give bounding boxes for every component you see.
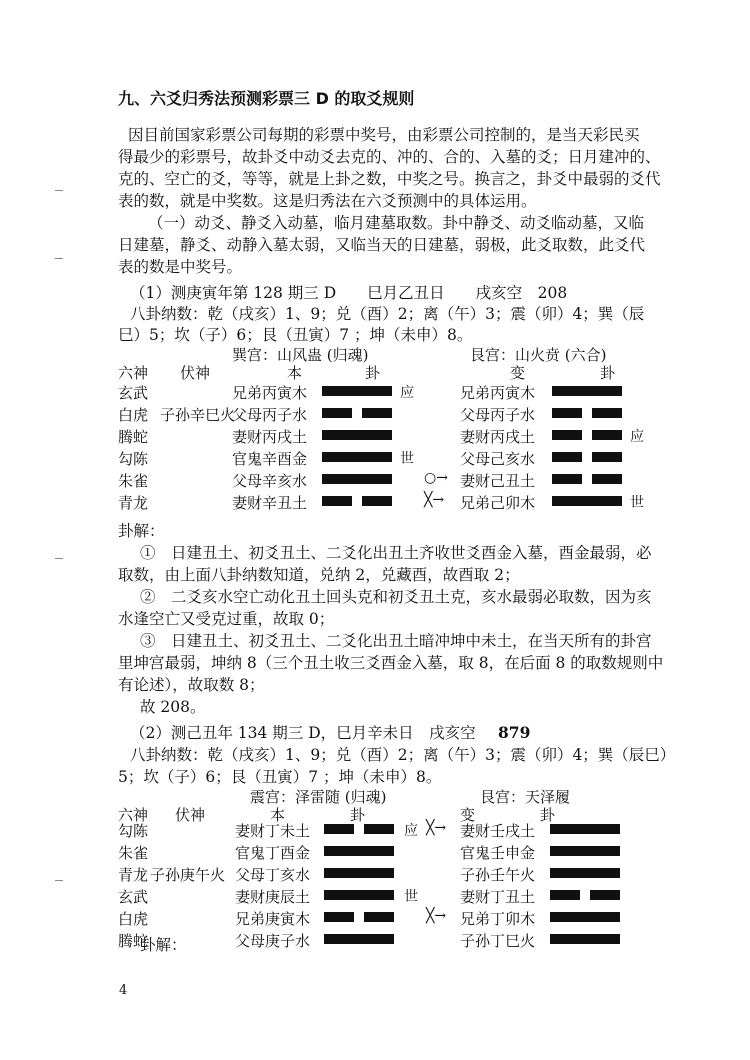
ben-yao-line [324,824,394,834]
ben-yao-label: 父母丁亥水 [235,866,311,884]
bian-yao-line [552,452,622,462]
ben-yao-label: 官鬼丁酉金 [235,844,311,862]
liushen-label: 白虎 [118,910,149,928]
bian-yao-label: 妻财己丑土 [460,472,536,490]
bian-shi-ying-mark: 应 [630,429,644,445]
ex1-bagua-line-2: 巳）5；坎（子）6；艮（丑寅）7 ；坤（未申）8。 [118,326,473,344]
ben-yao-line [322,430,392,440]
bian-yao-label: 妻财壬戌土 [460,822,536,840]
ex1-palace-bian: 艮宫：山火贲 (六合) [470,346,607,364]
bian-yao-label: 妻财丙戌土 [460,428,536,446]
ex1-jie-line-7: 有论述），故取数 8； [118,676,265,694]
ex1-col-gua1: 卦 [365,364,381,382]
rule1-line-2: 日建墓，静爻、动静入墓太弱，又临当天的日建墓，弱极，此爻取数，此爻代 [118,236,646,254]
intro-line-4: 表的数，就是中奖数。这是归秀法在六爻预测中的具体运用。 [118,192,537,210]
ben-yao-line [324,846,394,856]
ben-yao-label: 兄弟丙寅木 [232,384,308,402]
bian-yao-label: 兄弟己卯木 [460,494,536,512]
moving-line-mark: ╳→ [426,908,447,924]
section-title: 九、六爻归秀法预测彩票三 D 的取爻规则 [118,89,415,108]
ex2-bagua-line-1: 八卦纳数：乾（戌亥）1、9；兑（酉）2；离（午）3；震（卯）4；巽（辰巳） [130,746,676,764]
ex1-jie-line-5: ③ 日建丑土、初爻丑土、二爻化出丑土暗冲坤中未土，在当天所有的卦宫 [140,632,652,650]
ex1-jie-label: 卦解： [118,522,165,540]
ex2-result: 879 [498,723,531,742]
rule1-line-3: 表的数是中奖号。 [118,258,243,276]
bian-yao-line [550,890,620,900]
liushen-label: 白虎 [118,406,149,424]
bian-yao-line [550,912,620,922]
ex1-jie-line-8: 故 208。 [140,698,206,716]
bian-yao-line [552,386,622,396]
shi-ying-mark: 应 [404,823,418,839]
bian-yao-line [550,934,620,944]
moving-line-mark: ○→ [424,470,448,486]
ben-yao-line [322,408,392,418]
ex1-jie-line-2: 取数，由上面八卦纳数知道，兑纳 2，兑藏酉，故酉取 2； [118,566,520,584]
ex1-bagua-line-1: 八卦纳数：乾（戌亥）1、9；兑（酉）2；离（午）3；震（卯）4；巽（辰 [130,305,645,323]
ben-yao-line [322,386,392,396]
liushen-label: 青龙 [118,494,149,512]
ben-yao-label: 妻财丁未土 [235,822,311,840]
moving-line-mark: ╳→ [424,492,445,508]
liushen-label: 腾蛇 [118,932,149,950]
ex2-bagua-line-2: 5；坎（子）6；艮（丑寅）7 ；坤（未申）8。 [118,768,442,786]
ex1-col-ben: 本 [287,364,303,382]
ex1-jie-line-6: 里坤宫最弱，坤纳 8（三个丑土收三爻酉金入墓，取 8，在后面 8 的取数规则中 [118,654,664,672]
ben-yao-line [324,868,394,878]
intro-line-3: 克的、空亡的爻，等等，就是上卦之数，中奖之号。换言之，卦爻中最弱的爻代 [118,170,661,188]
ben-yao-label: 父母丙子水 [232,406,308,424]
liushen-label: 玄武 [118,888,149,906]
ex1-col-liushen: 六神 [118,364,149,382]
ex2-col-liushen: 六神 [118,806,149,824]
liushen-label: 朱雀 [118,472,149,490]
ex2-header: （2）测己丑年 134 期三 D，巳月辛未日 戌亥空 [130,724,476,742]
bian-yao-label: 官鬼壬申金 [460,844,536,862]
bian-yao-label: 妻财丁丑土 [460,888,536,906]
shi-ying-mark: 世 [404,889,418,905]
liushen-label: 青龙 [118,866,149,884]
liushen-label: 朱雀 [118,844,149,862]
intro-line-2: 得最少的彩票号，故卦爻中动爻去克的、冲的、合的、入墓的爻；日月建冲的、 [118,148,661,166]
page-number: 4 [119,983,128,998]
liushen-label: 玄武 [118,384,149,402]
ex2-palace-ben: 震宫：泽雷随 (归魂) [250,788,387,806]
bian-yao-line [550,846,620,856]
fushen-label: 子孙辛巳火 [160,406,236,424]
rule1-line-1: （一）动爻、静爻入动墓，临月建墓取数。卦中静爻、动爻临动墓，又临 [148,214,645,232]
intro-line-1: 因目前国家彩票公司每期的彩票中奖号，由彩票公司控制的，是当天彩民买 [128,126,640,144]
liushen-label: 勾陈 [118,822,149,840]
bian-yao-label: 兄弟丙寅木 [460,384,536,402]
ben-yao-line [322,496,392,506]
ex2-jie-label: 卦解： [140,936,187,954]
bian-yao-label: 父母丙子水 [460,406,536,424]
ex2-col-gua1: 卦 [350,806,366,824]
ex1-col-bian: 变 [510,364,526,382]
ben-yao-label: 妻财庚辰土 [235,888,311,906]
bian-yao-line [552,408,622,418]
bian-shi-ying-mark: 世 [630,495,644,511]
ben-yao-label: 妻财辛丑土 [232,494,308,512]
ben-yao-label: 妻财丙戌土 [232,428,308,446]
bian-yao-label: 兄弟丁卯木 [460,910,536,928]
ben-yao-label: 父母庚子水 [235,932,311,950]
moving-line-mark: ╳→ [426,820,447,836]
ex1-col-gua2: 卦 [600,364,616,382]
ben-yao-line [324,890,394,900]
ex1-jie-line-4: 水逢空亡又受克过重，故取 0； [118,610,335,628]
ex1-jie-line-1: ① 日建丑土、初爻丑土、二爻化出丑土齐收世爻酉金入墓，酉金最弱，必 [140,544,652,562]
bian-yao-line [552,430,622,440]
bian-yao-line [552,474,622,484]
ben-yao-line [322,474,392,484]
ex2-palace-bian: 艮宫：天泽履 [480,788,571,806]
bian-yao-line [552,496,622,506]
liushen-label: 勾陈 [118,450,149,468]
bian-yao-label: 父母己亥水 [460,450,536,468]
ex2-col-gua2: 卦 [540,806,556,824]
shi-ying-mark: 世 [400,451,414,467]
bian-yao-line [550,868,620,878]
ex1-col-fushen: 伏神 [180,364,211,382]
ex2-col-bian: 变 [460,806,476,824]
ben-yao-line [324,912,394,922]
shi-ying-mark: 应 [400,385,414,401]
ex1-palace-ben: 巽宫：山风蛊 (归魂) [232,346,369,364]
fushen-label: 子孙庚午火 [150,866,226,884]
ben-yao-line [322,452,392,462]
ex2-col-ben: 本 [270,806,286,824]
bian-yao-line [550,824,620,834]
ben-yao-line [324,934,394,944]
bian-yao-label: 子孙壬午火 [460,866,536,884]
bian-yao-label: 子孙丁巳火 [460,932,536,950]
ben-yao-label: 兄弟庚寅木 [235,910,311,928]
ex2-col-fushen: 伏神 [175,806,206,824]
ex1-jie-line-3: ② 二爻亥水空亡动化丑土回头克和初爻丑土克，亥水最弱必取数，因为亥 [140,588,652,606]
ben-yao-label: 父母辛亥水 [232,472,308,490]
liushen-label: 腾蛇 [118,428,149,446]
ex1-header: （1）测庚寅年第 128 期三 D 巳月乙丑日 戌亥空 208 [130,284,568,302]
ben-yao-label: 官鬼辛酉金 [232,450,308,468]
